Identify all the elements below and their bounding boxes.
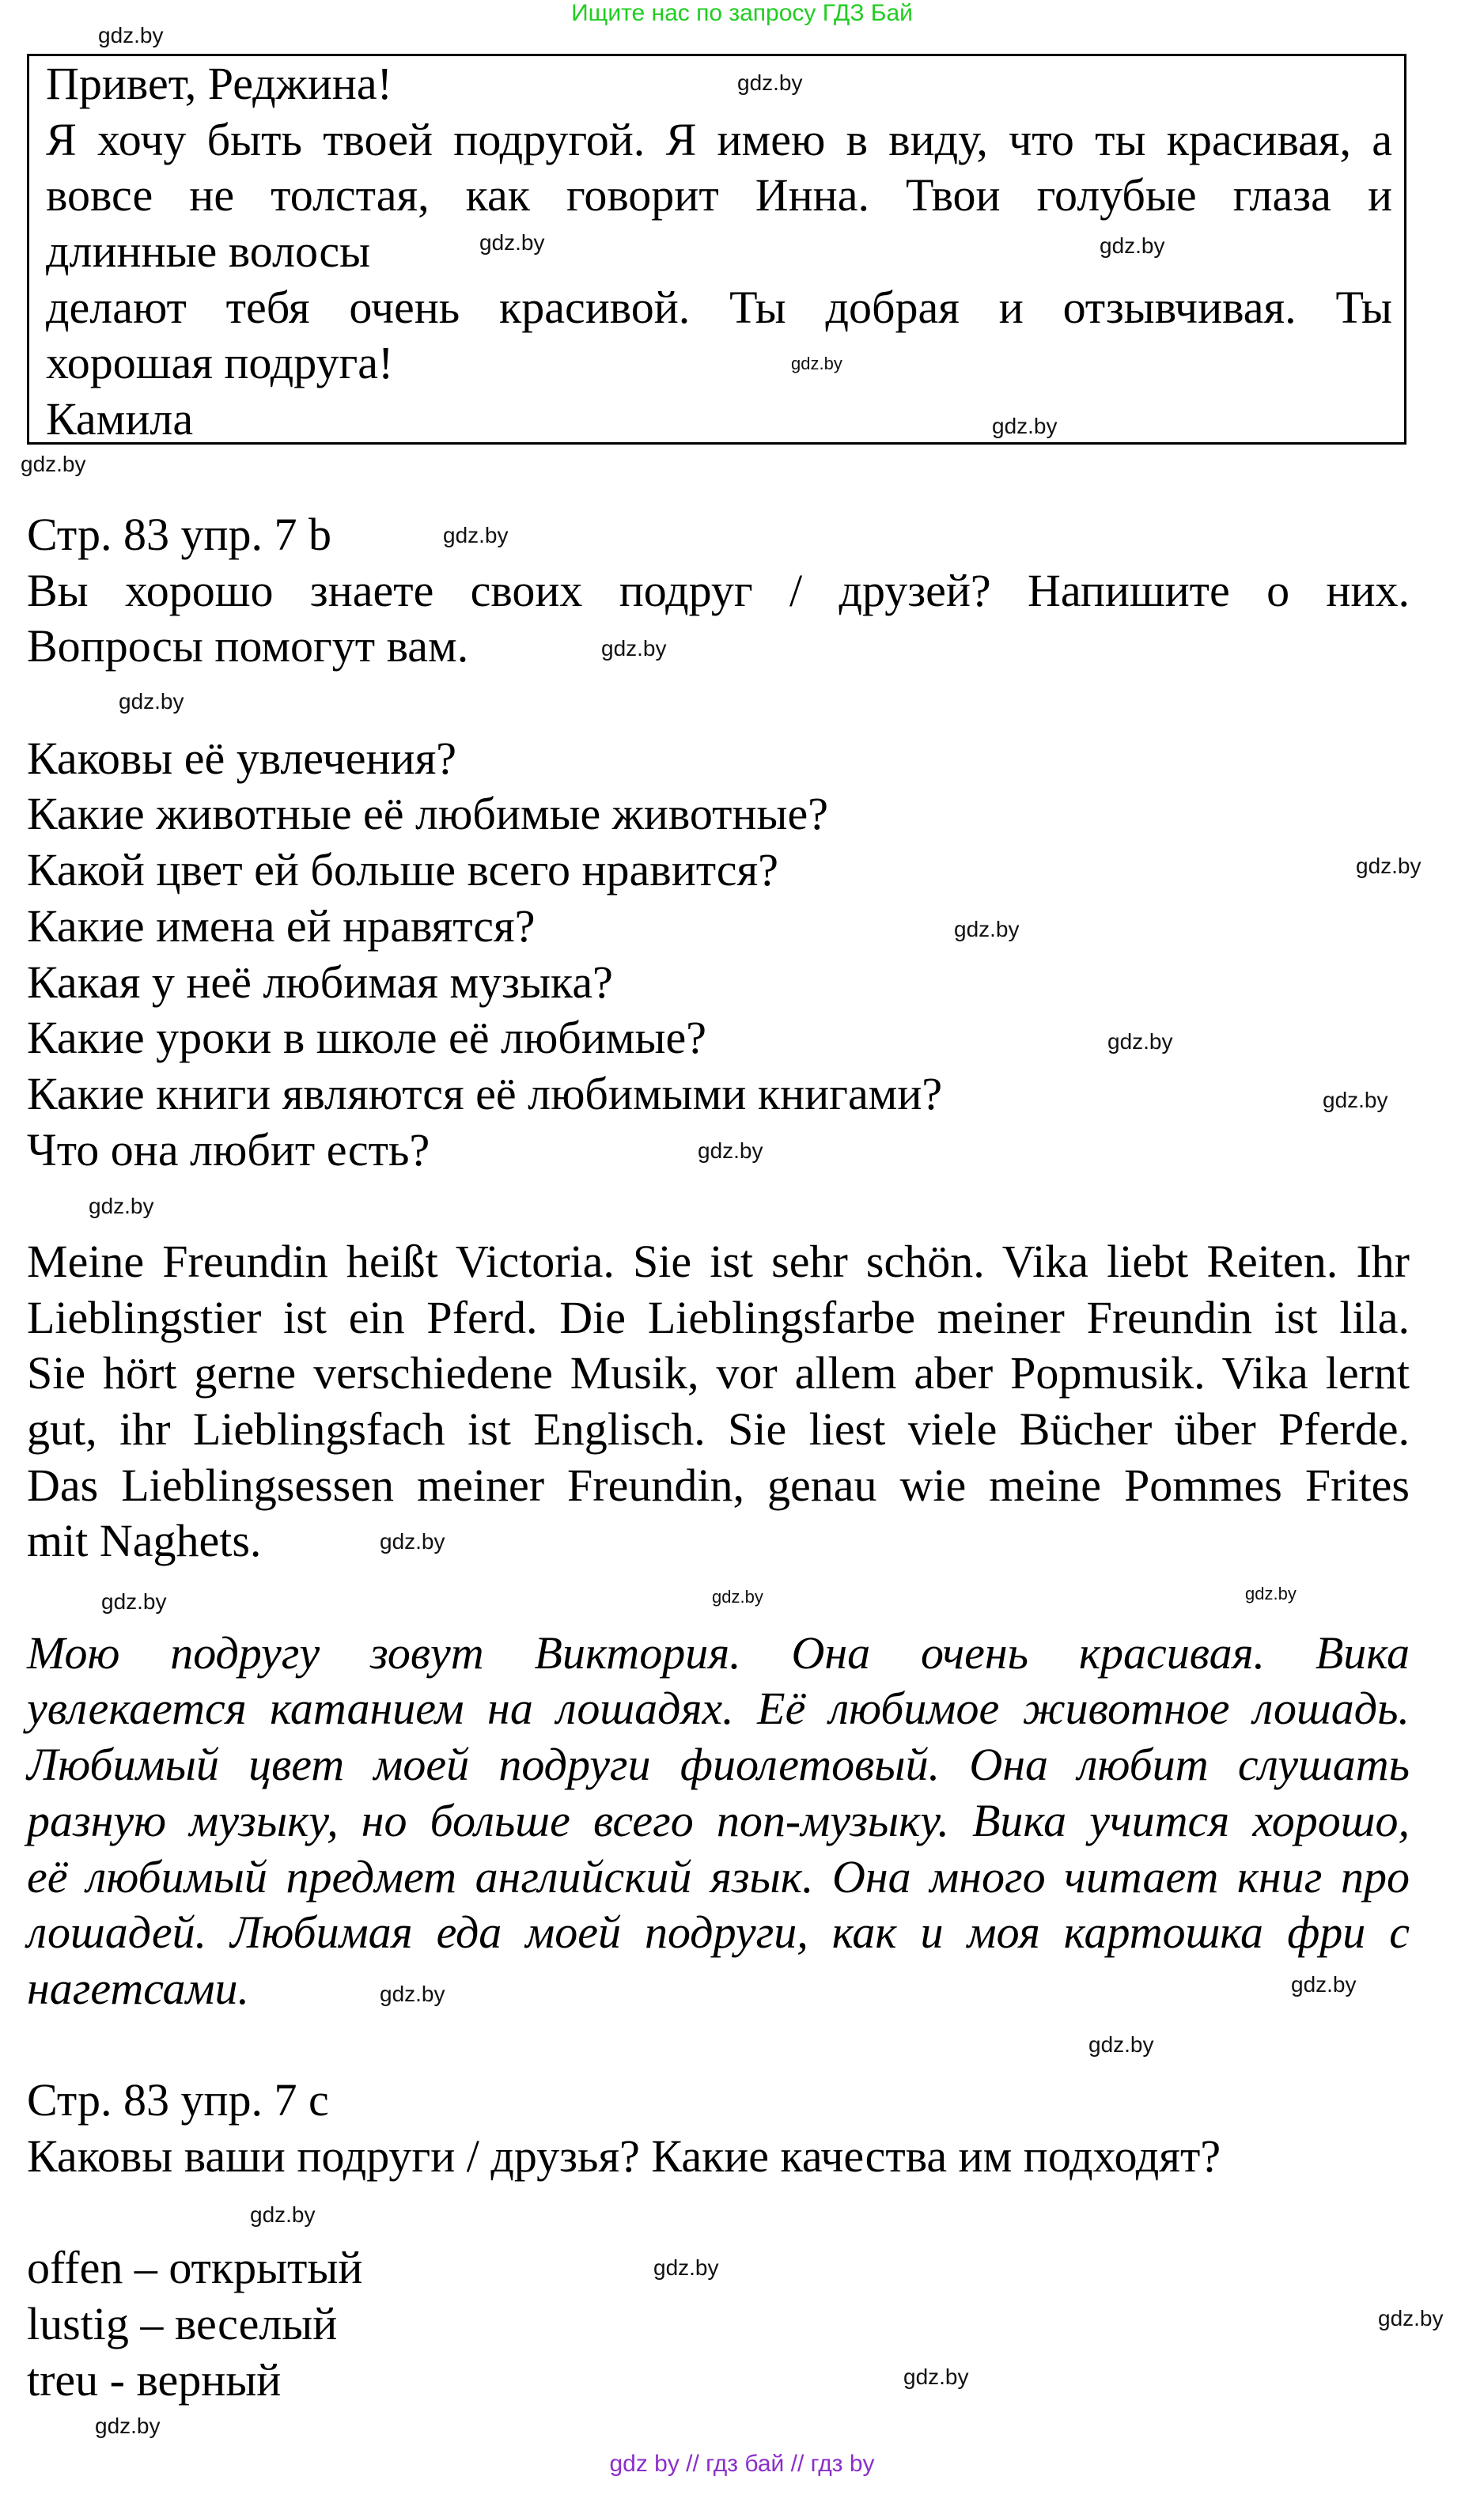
- letter-line: Привет, Реджина!: [46, 58, 392, 109]
- watermark: gdz.by: [791, 354, 842, 373]
- translation-line: нагетсами.: [27, 1962, 250, 2014]
- watermark: gdz.by: [903, 2364, 969, 2389]
- translation-line: увлекается катанием на лошадях. Её любимое животное лошадь.: [27, 1683, 1410, 1735]
- vocabulary-item: lustig – веселый: [27, 2298, 338, 2349]
- watermark: gdz.by: [1291, 1972, 1357, 1997]
- exercise-7c-title: Стр. 83 упр. 7 c: [27, 2074, 329, 2126]
- translation-line: Мою подругу зовут Виктория. Она очень красивая. Вика: [27, 1626, 1410, 1679]
- letter-text: [46, 56, 1392, 448]
- question: Каковы её увлечения?: [27, 732, 457, 784]
- question: Какие книги являются её любимыми книгами?: [27, 1067, 943, 1119]
- vocabulary-item: treu - верный: [27, 2353, 282, 2406]
- watermark: gdz.by: [119, 689, 184, 714]
- watermark: gdz.by: [653, 2255, 719, 2280]
- watermark: gdz.by: [95, 2414, 161, 2438]
- watermark: gdz.by: [479, 230, 545, 255]
- watermark: gdz.by: [380, 1982, 445, 2006]
- footer-links[interactable]: gdz by // гдз бай // гдз by: [609, 2451, 875, 2477]
- letter-line: Я хочу быть твоей подругой. Я имею в виду, что ты красивая, а: [46, 113, 1392, 165]
- watermark: gdz.by: [98, 23, 164, 47]
- watermark: gdz.by: [21, 452, 86, 476]
- letter-signature: Камила: [46, 393, 194, 445]
- watermark: gdz.by: [1323, 1088, 1388, 1112]
- main-content: [27, 507, 1410, 2408]
- watermark: gdz.by: [737, 70, 803, 95]
- watermark: gdz.by: [1100, 233, 1165, 258]
- search-hint-banner: Ищите нас по запросу ГДЗ Бай: [571, 0, 913, 26]
- question: Какой цвет ей больше всего нравится?: [27, 844, 778, 896]
- watermark: gdz.by: [101, 1589, 167, 1614]
- watermark: gdz.by: [1245, 1584, 1297, 1603]
- watermark: gdz.by: [992, 414, 1058, 438]
- watermark: gdz.by: [250, 2202, 316, 2227]
- watermark: gdz.by: [380, 1529, 445, 1554]
- german-answer-line: mit Naghets.: [27, 1515, 262, 1567]
- translation-line: Любимый цвет моей подруги фиолетовый. Она любит слушать: [27, 1739, 1410, 1791]
- translation-line: разную музыку, но больше всего поп-музыку. Вика учится хорошо,: [27, 1794, 1410, 1846]
- letter-line: делают тебя очень красивой. Ты добрая и отзывчивая. Ты: [46, 281, 1392, 333]
- letter-line: длинные волосы: [46, 225, 371, 278]
- watermark: gdz.by: [698, 1138, 763, 1163]
- watermark: gdz.by: [954, 917, 1020, 941]
- question: Какая у неё любимая музыка?: [27, 956, 613, 1008]
- watermark: gdz.by: [1378, 2306, 1444, 2330]
- translation-line: её любимый предмет английский язык. Она много читает книг про: [27, 1850, 1410, 1903]
- translation-line: лошадей. Любимая еда моей подруги, как и моя картошка фри с: [27, 1906, 1410, 1959]
- letter-line: хорошая подруга!: [46, 337, 394, 389]
- exercise-7c-task: Каковы ваши подруги / друзья? Какие качества им подходят?: [27, 2130, 1221, 2182]
- watermark: gdz.by: [1107, 1029, 1173, 1054]
- exercise-7b-task: Вы хорошо знаете своих подруг / друзей? Напишите о них.: [27, 564, 1410, 616]
- vocabulary-item: offen – открытый: [27, 2242, 363, 2294]
- german-answer-line: Meine Freundin heißt Victoria. Sie ist sehr schön. Vika liebt Reiten. Ihr: [27, 1235, 1410, 1287]
- question: Какие уроки в школе её любимые?: [27, 1012, 707, 1064]
- watermark: gdz.by: [601, 636, 667, 661]
- german-answer-line: Das Lieblingsessen meiner Freundin, genau wie meine Pommes Frites: [27, 1459, 1410, 1511]
- watermark: gdz.by: [1088, 2032, 1154, 2057]
- german-answer-line: Lieblingstier ist ein Pferd. Die Lieblingsfarbe meiner Freundin ist lila.: [27, 1291, 1410, 1343]
- german-answer-line: Sie hört gerne verschiedene Musik, vor allem aber Popmusik. Vika lernt: [27, 1347, 1410, 1399]
- letter-line: вовсе не толстая, как говорит Инна. Твои голубые глаза и: [46, 169, 1392, 221]
- question: Какие животные её любимые животные?: [27, 788, 828, 840]
- watermark: gdz.by: [712, 1587, 763, 1607]
- watermark: gdz.by: [89, 1194, 154, 1218]
- watermark: gdz.by: [443, 523, 509, 547]
- exercise-7b-task: Вопросы помогут вам.: [27, 620, 469, 672]
- watermark: gdz.by: [1356, 854, 1422, 878]
- question: Какие имена ей нравятся?: [27, 899, 536, 952]
- question: Что она любит есть?: [27, 1123, 430, 1176]
- exercise-7b-title: Стр. 83 упр. 7 b: [27, 509, 332, 560]
- german-answer-line: gut, ihr Lieblingsfach ist Englisch. Sie liest viele Bücher über Pferde.: [27, 1403, 1410, 1455]
